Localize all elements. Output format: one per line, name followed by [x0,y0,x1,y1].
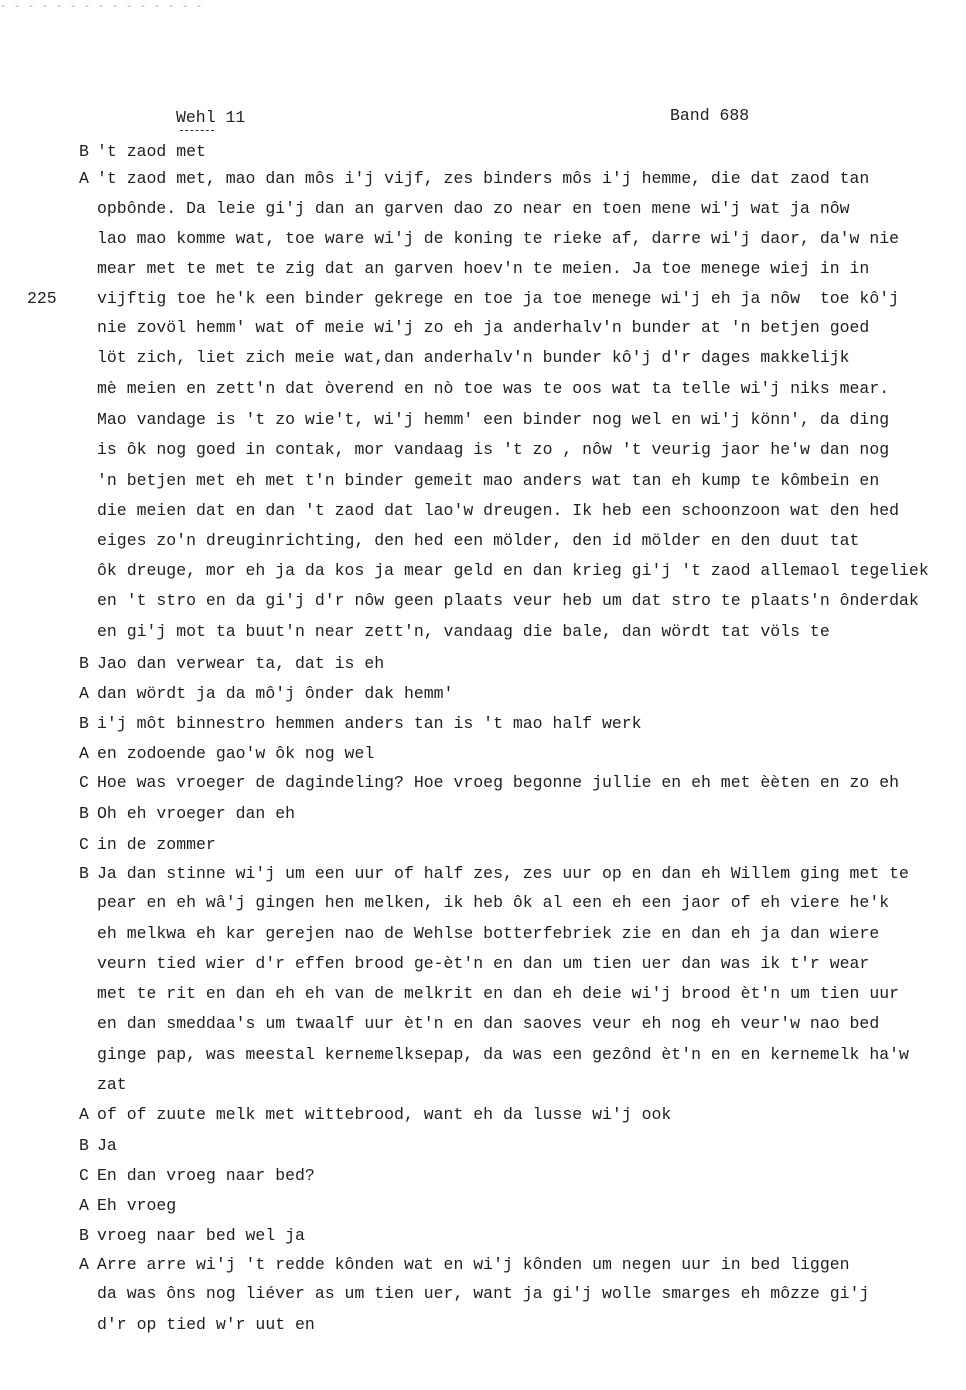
utterance-text: in de zommer [97,835,216,854]
utterance-text: Oh eh vroeger dan eh [97,804,296,823]
utterance-text: mear met te met te zig dat an garven hoev'n te meien. Ja toe menege wiej in in [97,259,870,278]
utterance-text: d'r op tied w'r uut en [97,1315,315,1334]
document-id-text: Wehl 11 [176,108,246,127]
utterance-text: die meien dat en dan 't zaod dat lao'w dreugen. Ik heb een schoonzoon wat den hed [97,501,900,520]
speaker-label: A [79,1255,89,1274]
utterance-text: vroeg naar bed wel ja [97,1226,305,1245]
speaker-label: B [79,864,89,883]
utterance-text: 't zaod met [97,142,206,161]
utterance-text: en zodoende gao'w ôk nog wel [97,744,375,763]
document-id [176,108,245,127]
utterance-text: en 't stro en da gi'j d'r nôw geen plaats veur heb um dat stro te plaats'n ônderdak [97,591,919,610]
speaker-label: A [79,169,89,188]
utterance-text: En dan vroeg naar bed? [97,1166,315,1185]
utterance-text: mè meien en zett'n dat òverend en nò toe was te oos wat ta telle wi'j niks mear. [97,379,890,398]
utterance-text: da was ôns nog liéver as um tien uer, want ja gi'j wolle smarges eh môzze gi'j [97,1284,870,1303]
speaker-label: C [79,773,89,792]
speaker-label: A [79,1105,89,1124]
utterance-text: Ja dan stinne wi'j um een uur of half zes, zes uur op en dan eh Willem ging met te [97,864,909,883]
speaker-label: A [79,1196,89,1215]
utterance-text: 'n betjen met eh met t'n binder gemeit mao anders wat tan eh kump te kômbein en [97,471,880,490]
speaker-label: B [79,714,89,733]
speaker-label: C [79,835,89,854]
speaker-label: A [79,684,89,703]
utterance-text: veurn tied wier d'r effen brood ge-èt'n en dan um tien uer dan was ik t'r wear [97,954,870,973]
utterance-text: vijftig toe he'k een binder gekrege en toe ja toe menege wi'j eh ja nôw toe kô'j [97,289,900,308]
speaker-label: A [79,744,89,763]
utterance-text: opbônde. Da leie gi'j dan an garven dao zo near en toen mene wi'j wat ja nôw [97,199,850,218]
utterance-text: en gi'j mot ta buut'n near zett'n, vandaag die bale, dan wördt tat völs te [97,622,830,641]
utterance-text: eiges zo'n dreuginrichting, den hed een mölder, den id mölder en den duut tat [97,531,860,550]
speaker-label: B [79,1136,89,1155]
utterance-text: eh melkwa eh kar gerejen nao de Wehlse botterfebriek zie en dan eh ja dan wiere [97,924,880,943]
utterance-text: ginge pap, was meestal kernemelksepap, da was een gezônd èt'n en en kernemelk ha'w [97,1045,909,1064]
utterance-text: zat [97,1075,127,1094]
utterance-text: lao mao komme wat, toe ware wi'j de koning te rieke af, darre wi'j daor, da'w nie [97,229,900,248]
top-edge-marks: - - - - - - - - - - - - - - - [0,2,204,13]
margin-counter: 225 [27,289,57,308]
utterance-text: dan wördt ja da mô'j ônder dak hemm' [97,684,454,703]
utterance-text: nie zovöl hemm' wat of meie wi'j zo eh ja anderhalv'n bunder at 'n betjen goed [97,318,870,337]
utterance-text: ôk dreuge, mor eh ja da kos ja mear geld en dan krieg gi'j 't zaod allemaol tegeliek [97,561,929,580]
document-id-underline [180,130,214,131]
utterance-text: Arre arre wi'j 't redde kônden wat en wi'j kônden um negen uur in bed liggen [97,1255,850,1274]
utterance-text: Ja [97,1136,117,1155]
speaker-label: B [79,804,89,823]
speaker-label: B [79,142,89,161]
utterance-text: of of zuute melk met wittebrood, want eh da lusse wi'j ook [97,1105,672,1124]
utterance-text: Mao vandage is 't zo wie't, wi'j hemm' een binder nog wel en wi'j könn', da ding [97,410,890,429]
utterance-text: is ôk nog goed in contak, mor vandaag is 't zo , nôw 't veurig jaor he'w dan nog [97,440,890,459]
utterance-text: pear en eh wâ'j gingen hen melken, ik heb ôk al een eh een jaor of eh viere he'k [97,893,890,912]
utterance-text: Eh vroeg [97,1196,177,1215]
utterance-text: löt zich, liet zich meie wat,dan anderhalv'n bunder kô'j d'r dages makkelijk [97,348,850,367]
speaker-label: B [79,1226,89,1245]
speaker-label: B [79,654,89,673]
utterance-text: 't zaod met, mao dan môs i'j vijf, zes binders môs i'j hemme, die dat zaod tan [97,169,870,188]
speaker-label: C [79,1166,89,1185]
utterance-text: met te rit en dan eh eh van de melkrit en dan eh deie wi'j brood èt'n um tien uur [97,984,900,1003]
utterance-text: Hoe was vroeger de dagindeling? Hoe vroeg begonne jullie en eh met èèten en zo eh [97,773,900,792]
tape-number: Band 688 [670,106,750,125]
utterance-text: en dan smeddaa's um twaalf uur èt'n en dan saoves veur eh nog eh veur'w nao bed [97,1014,880,1033]
utterance-text: i'j môt binnestro hemmen anders tan is 't mao half werk [97,714,642,733]
utterance-text: Jao dan verwear ta, dat is eh [97,654,385,673]
